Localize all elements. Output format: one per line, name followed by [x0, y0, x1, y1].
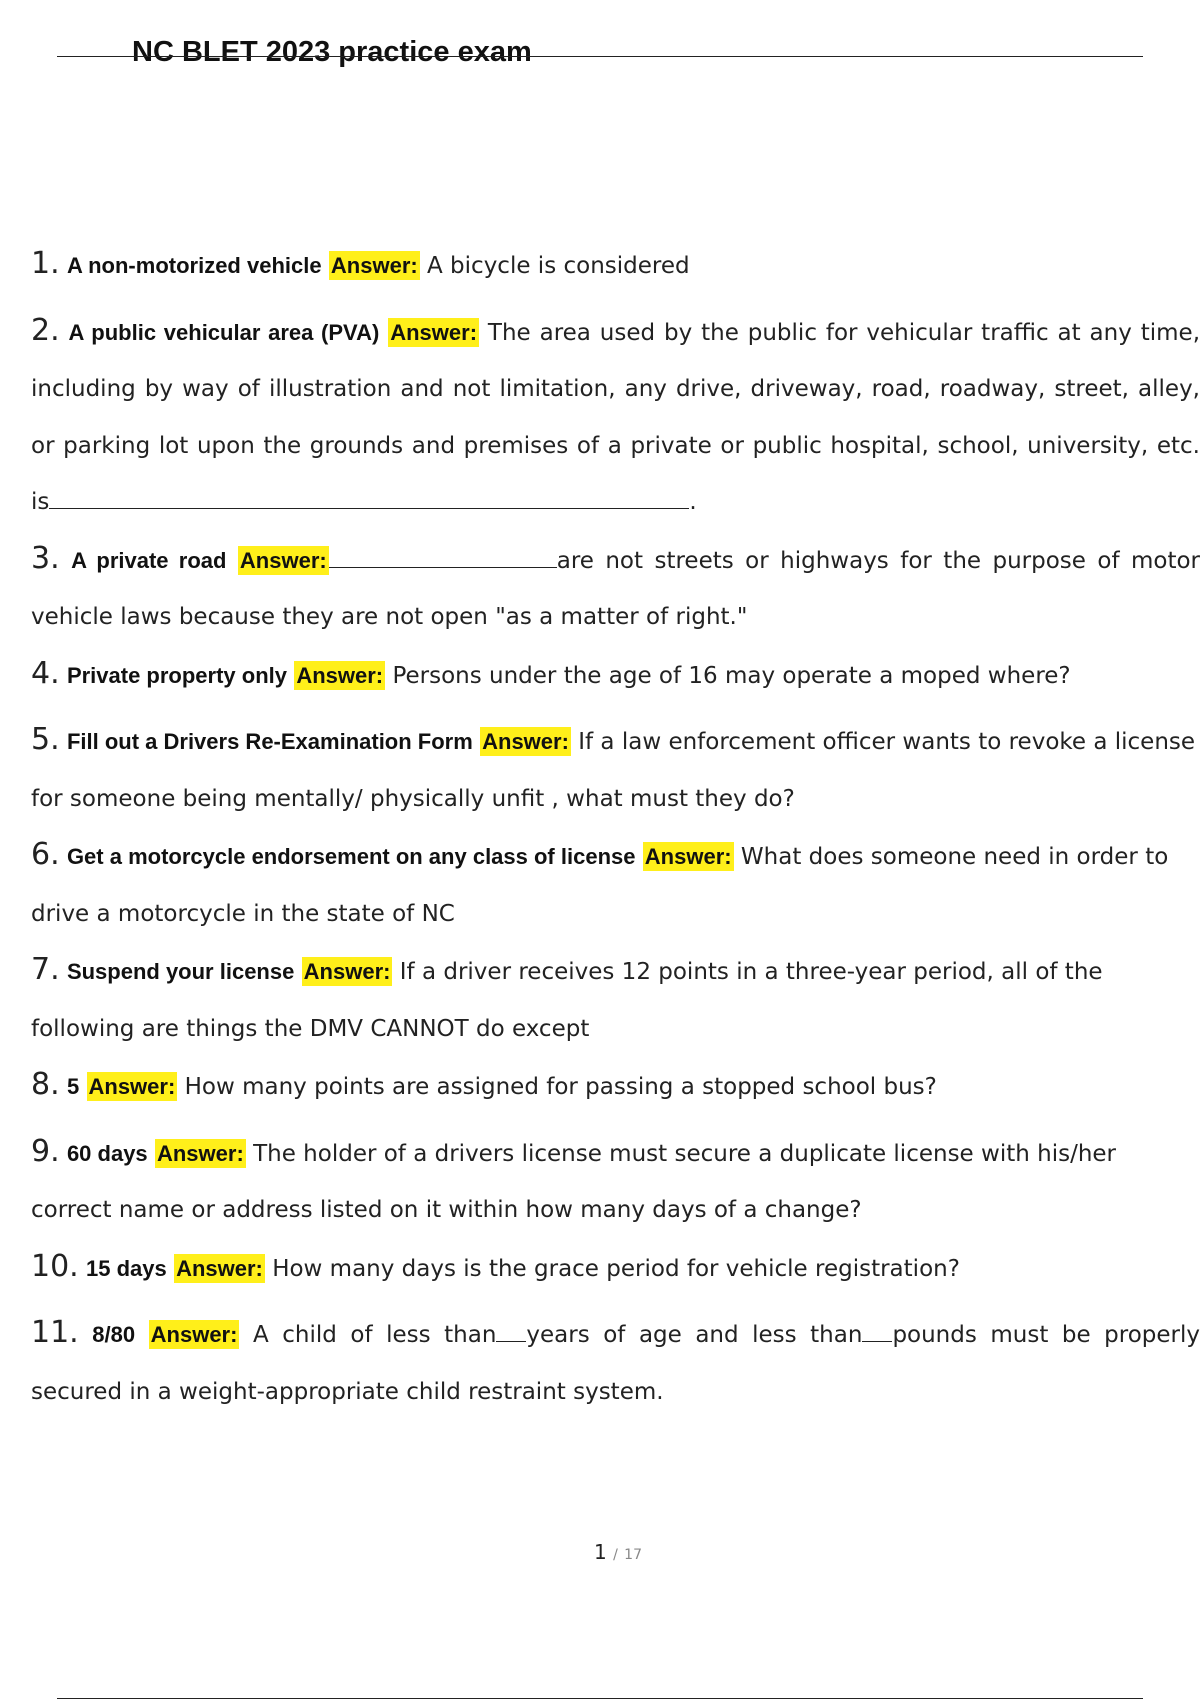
question-text: The area used by the public for vehicular traffic at any time, including by way of illustration and not limitation, any drive, driveway, road, roadway, street, alley, or parking lot upon the grounds and premises of a private or public hospital, school, university, etc. is — [31, 319, 1200, 515]
question-text: How many points are assigned for passing a stopped school bus? — [184, 1074, 937, 1100]
question-text: A child of less than — [252, 1322, 497, 1348]
question-key: A non-motorized vehicle — [66, 253, 322, 278]
question-3 — [31, 531, 1200, 646]
question-key: 60 days — [66, 1140, 148, 1166]
answer-label: Answer: — [150, 1322, 238, 1347]
answer-label: Answer: — [296, 662, 384, 688]
question-text: What does someone need in order to drive a motorcycle in the state of NC — [31, 844, 1169, 927]
question-text: If a driver receives 12 points in a three-year period, all of the following are things the DMV CANNOT do except — [31, 959, 1103, 1042]
question-number: 11. — [31, 1315, 79, 1350]
question-6 — [31, 827, 1200, 942]
answer-label: Answer: — [176, 1255, 263, 1281]
question-key: Get a motorcycle endorsement on any class of license — [66, 844, 636, 869]
question-number: 9. — [31, 1133, 60, 1169]
answer-label: Answer: — [330, 253, 418, 278]
page-separator: / — [613, 1547, 618, 1563]
question-8 — [31, 1057, 1200, 1116]
question-text: pounds must be properly secured in a weight-appropriate child restraint system. — [31, 1322, 1200, 1405]
question-5 — [31, 712, 1200, 827]
page-current: 1 — [594, 1540, 607, 1564]
answer-label: Answer: — [156, 1140, 244, 1166]
question-key: 15 days — [86, 1255, 167, 1281]
question-text: years of age and less than — [526, 1322, 863, 1348]
question-number: 4. — [31, 655, 60, 691]
question-key: A private road — [71, 547, 227, 573]
question-key: Fill out a Drivers Re-Examination Form — [66, 729, 473, 754]
question-2 — [31, 303, 1200, 531]
question-key: 8/80 — [92, 1322, 136, 1347]
question-text: A bicycle is considered — [427, 253, 690, 279]
question-7 — [31, 942, 1200, 1057]
answer-blank — [49, 507, 689, 509]
page-total: 17 — [624, 1547, 642, 1563]
question-text: The holder of a drivers license must secure a duplicate license with his/her correct name or address listed on it within how many days of a change? — [31, 1140, 1117, 1223]
question-11 — [31, 1305, 1200, 1420]
document-title: NC BLET 2023 practice exam — [132, 36, 532, 68]
question-text: Persons under the age of 16 may operate a moped where? — [392, 662, 1071, 689]
question-text-end: . — [689, 489, 697, 515]
question-key: Suspend your license — [66, 959, 295, 984]
question-10 — [31, 1239, 1200, 1298]
question-number: 5. — [31, 722, 60, 757]
question-text: are not streets or highways for the purpose of motor vehicle laws because they are not open "as a matter of right." — [31, 547, 1200, 630]
question-4 — [31, 646, 1200, 705]
question-key: Private property only — [66, 662, 288, 688]
answer-blank — [496, 1340, 526, 1342]
answer-label: Answer: — [482, 729, 569, 754]
answer-blank — [862, 1340, 892, 1342]
answer-label: Answer: — [88, 1074, 176, 1099]
header-rule — [57, 56, 1143, 57]
question-number: 2. — [31, 312, 60, 348]
answer-label: Answer: — [239, 547, 327, 573]
question-number: 3. — [31, 540, 60, 576]
question-number: 10. — [31, 1248, 79, 1284]
question-text: How many days is the grace period for vehicle registration? — [272, 1255, 960, 1282]
answer-label: Answer: — [303, 959, 391, 984]
question-number: 1. — [31, 246, 60, 281]
question-text: If a law enforcement officer wants to revoke a license for someone being mentally/ physically unfit , what must they do? — [31, 729, 1196, 812]
footer-rule — [57, 1698, 1143, 1699]
question-1 — [31, 236, 1200, 295]
page-number — [0, 1540, 1200, 1564]
question-list — [31, 236, 1200, 1420]
answer-blank — [329, 566, 557, 568]
question-number: 8. — [31, 1067, 60, 1102]
question-key: 5 — [66, 1074, 80, 1099]
answer-label: Answer: — [390, 319, 478, 345]
answer-label: Answer: — [644, 844, 732, 869]
question-number: 7. — [31, 952, 60, 987]
question-key: A public vehicular area (PVA) — [68, 319, 380, 345]
question-number: 6. — [31, 837, 60, 872]
question-9 — [31, 1124, 1200, 1239]
